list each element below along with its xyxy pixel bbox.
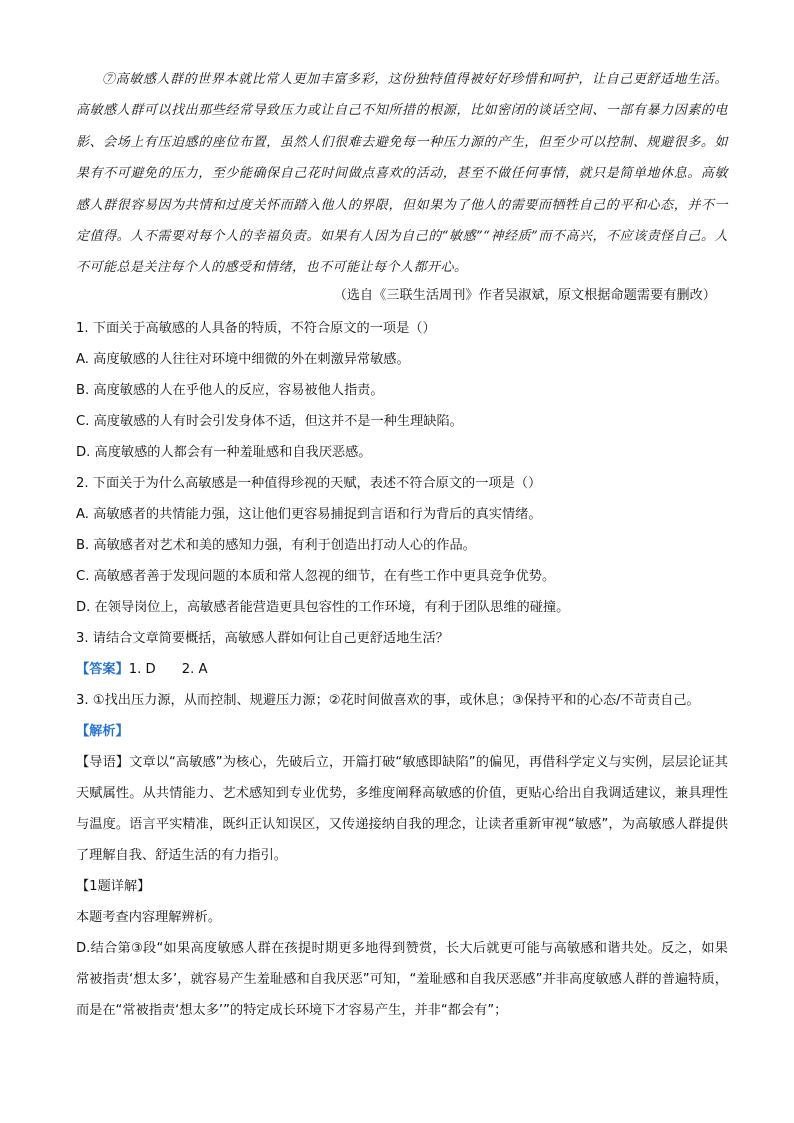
guide-paragraph [76, 747, 728, 871]
answer-line [76, 654, 728, 685]
passage-source: （选自《三联生活周刊》作者吴淑斌，原文根据命题需要有删改） [333, 288, 716, 303]
passage-paragraph-7: ⑦高敏感人群的世界本就比常人更加丰富多彩，这份独特值得被好好珍惜和呵护，让自己更舒适地生活。高敏感人群可以找出那些经常导致压力或让自己不知所措的根源，比如密闭的谈话空间、一部有暴力因素的电影、会场上有压迫感的座位布置，虽然人们很难去避免每一种压力源的产生，但至少可以控制、规避很多。如果有不可避免的压力，至少能确保自己花时间做点喜欢的活动，甚至不做任何事情，就只是简单地休息。高敏感人群很容易因为共情和过度关怀而踏入他人的界限，但如果为了他人的需要而牺牲自己的平和心态，并不一定值得。人不需要对每个人的幸福负责。如果有人因为自己的“敏感”“神经质”而不高兴，不应该责怪自己。人不可能总是关注每个人的感受和情绪，也不可能让每个人都开心。 [76, 72, 728, 276]
analysis-heading [76, 716, 728, 747]
question-2-option-c: C. 高敏感者善于发现问题的本质和常人忽视的细节，在有些工作中更具竞争优势。 [76, 569, 556, 584]
question-3-stem: 3. 请结合文章简要概括，高敏感人群如何让自己更舒适地生活？ [76, 631, 449, 646]
answer-q2: 2. A [181, 662, 208, 677]
passage [76, 64, 728, 284]
guide-label: 【导语】 [76, 755, 130, 770]
question-2-option-d: D. 在领导岗位上，高敏感者能营造更具包容性的工作环境，有利于团队思维的碰撞。 [76, 600, 570, 615]
analysis-label: 【解析】 [76, 724, 129, 739]
question-1-option-c: C. 高度敏感的人有时会引发身体不适，但这并不是一种生理缺陷。 [76, 414, 463, 429]
question-2-option-b: B. 高敏感者对艺术和美的感知力强，有利于创造出打动人心的作品。 [76, 538, 476, 553]
question-2-option-a: A. 高敏感者的共情能力强，这让他们更容易捕捉到言语和行为背后的真实情绪。 [76, 507, 542, 522]
questions-and-answers [76, 313, 728, 1026]
answer-q3: 3. ①找出压力源，从而控制、规避压力源；②花时间做喜欢的事，或休息；③保持平和的心态/不苛责自己。 [76, 693, 700, 708]
question-2-stem: 2. 下面关于为什么高敏感是一种值得珍视的天赋，表述不符合原文的一项是（） [76, 476, 542, 491]
question-1-stem: 1. 下面关于高敏感的人具备的特质，不符合原文的一项是（） [76, 321, 436, 336]
q1-detail-heading: 【1题详解】 [76, 879, 151, 894]
question-1-option-a: A. 高度敏感的人往往对环境中细微的外在刺激异常敏感。 [76, 352, 410, 367]
question-1-option-d: D. 高度敏感的人都会有一种羞耻感和自我厌恶感。 [76, 445, 372, 460]
guide-text: 文章以“高敏感”为核心，先破后立，开篇打破“敏感即缺陷”的偏见，再借科学定义与实例，层层论证其天赋属性。从共情能力、艺术感知到专业优势，多维度阐释高敏感的价值，更贴心给出自我调适建议，兼具理性与温度。语言平实精准，既纠正认知误区，又传递接纳自我的理念，让读者重新审视“敏感”，为高敏感人群提供了理解自我、舒适生活的有力指引。 [76, 755, 728, 863]
answer-label: 【答案】 [76, 662, 129, 677]
answer-q1: 1. D [128, 662, 156, 677]
q1-detail-text: D.结合第③段“如果高度敏感人群在孩提时期更多地得到赞赏，长大后就更可能与高敏感和谐共处。反之，如果常被指责‘想太多’，就容易产生羞耻感和自我厌恶”可知，“羞耻感和自我厌恶感”并非高度敏感人群的普遍特质，而是在“常被指责‘想太多’”的特定成长环境下才容易产生，并非“都会有”； [76, 941, 728, 1018]
q1-detail-intro: 本题考查内容理解辨析。 [76, 910, 222, 925]
question-1-option-b: B. 高度敏感的人在乎他人的反应，容易被他人指责。 [76, 383, 384, 398]
